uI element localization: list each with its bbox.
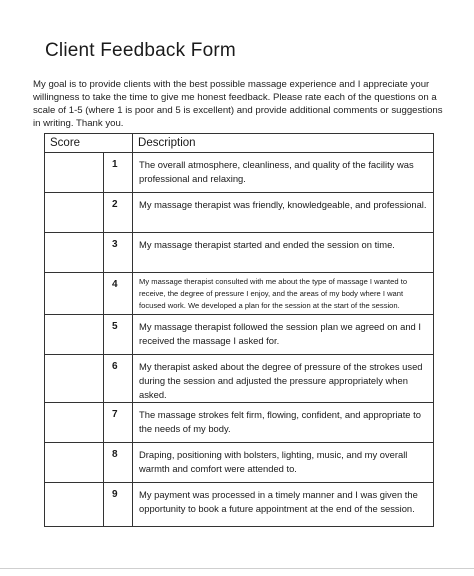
score-cell[interactable] bbox=[45, 315, 104, 355]
score-cell[interactable] bbox=[45, 443, 104, 483]
score-cell[interactable] bbox=[45, 483, 104, 527]
score-cell[interactable] bbox=[45, 273, 104, 315]
row-description: My payment was processed in a timely manner and I was given the opportunity to book a future appointment at the end of the session. bbox=[133, 483, 434, 527]
score-cell[interactable] bbox=[45, 403, 104, 443]
table-row bbox=[45, 273, 434, 315]
form-title: Client Feedback Form bbox=[45, 40, 236, 61]
description-header: Description bbox=[133, 134, 434, 153]
row-number: 5 bbox=[104, 315, 133, 355]
row-description: Draping, positioning with bolsters, lighting, music, and my overall warmth and comfort were attended to. bbox=[133, 443, 434, 483]
row-number: 2 bbox=[104, 193, 133, 233]
table-row bbox=[45, 193, 434, 233]
score-header: Score bbox=[45, 134, 133, 153]
score-cell[interactable] bbox=[45, 153, 104, 193]
row-number: 6 bbox=[104, 355, 133, 403]
row-description: The massage strokes felt firm, flowing, confident, and appropriate to the needs of my body. bbox=[133, 403, 434, 443]
row-description: My therapist asked about the degree of pressure of the strokes used during the session and adjusted the pressure appropriately when asked. bbox=[133, 355, 434, 403]
row-description: My massage therapist started and ended the session on time. bbox=[133, 233, 434, 273]
row-number: 8 bbox=[104, 443, 133, 483]
table-row bbox=[45, 233, 434, 273]
row-number: 3 bbox=[104, 233, 133, 273]
row-description: My massage therapist consulted with me about the type of massage I wanted to receive, the degree of pressure I enjoy, and the areas of my body where I want focused work. We developed a plan for the session at the start of the session. bbox=[133, 273, 434, 315]
row-number: 7 bbox=[104, 403, 133, 443]
row-description: My massage therapist was friendly, knowledgeable, and professional. bbox=[133, 193, 434, 233]
table-row bbox=[45, 315, 434, 355]
page-divider bbox=[0, 568, 474, 569]
intro-paragraph: My goal is to provide clients with the best possible massage experience and I appreciate your willingness to take the time to give me honest feedback. Please rate each of the questions on a scale of 1-5 (where 1 is poor and 5 is excellent) and provide additional comments or suggestions in writing. Thank you. bbox=[33, 79, 443, 129]
row-number: 4 bbox=[104, 273, 133, 315]
feedback-table bbox=[44, 133, 434, 527]
table-row bbox=[45, 355, 434, 403]
table-row bbox=[45, 443, 434, 483]
row-description: The overall atmosphere, cleanliness, and quality of the facility was professional and relaxing. bbox=[133, 153, 434, 193]
score-cell[interactable] bbox=[45, 355, 104, 403]
score-cell[interactable] bbox=[45, 233, 104, 273]
table-row bbox=[45, 153, 434, 193]
table-row bbox=[45, 483, 434, 527]
row-number: 1 bbox=[104, 153, 133, 193]
row-number: 9 bbox=[104, 483, 133, 527]
table-row bbox=[45, 403, 434, 443]
table-header-row bbox=[45, 134, 434, 153]
score-cell[interactable] bbox=[45, 193, 104, 233]
row-description: My massage therapist followed the session plan we agreed on and I received the massage I asked for. bbox=[133, 315, 434, 355]
